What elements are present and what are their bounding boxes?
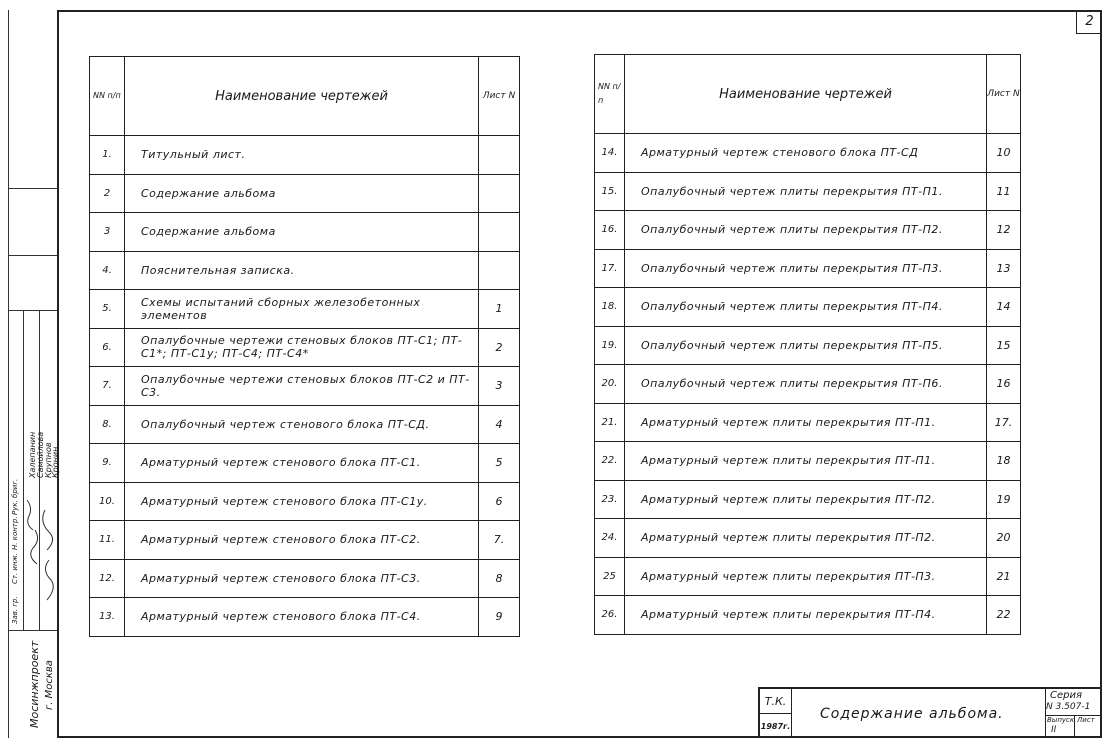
row-sheet-number: 10 xyxy=(987,134,1021,173)
side-role-3: Н. контр. xyxy=(11,516,19,550)
row-drawing-name: Пояснительная записка. xyxy=(125,251,479,290)
row-sheet-number: 13 xyxy=(987,249,1021,288)
row-sheet-number: 9 xyxy=(479,598,520,637)
row-number: 25 xyxy=(595,557,625,596)
table-row xyxy=(90,405,520,444)
row-number: 5. xyxy=(90,290,125,329)
row-drawing-name: Опалубочный чертеж стенового блока ПТ-СД. xyxy=(125,405,479,444)
left-contents-table xyxy=(89,56,520,637)
row-sheet-number: 15 xyxy=(987,326,1021,365)
row-number: 11. xyxy=(90,521,125,560)
table-row xyxy=(595,288,1021,327)
side-name-3: Крупнов xyxy=(44,442,53,478)
side-org: Мосинжпроект xyxy=(28,640,41,728)
signature-marks xyxy=(23,490,57,630)
row-sheet-number: 22 xyxy=(987,596,1021,635)
table-row xyxy=(90,559,520,598)
title-block-sheet-label: Лист xyxy=(1077,716,1095,724)
side-name-2: Самойлова xyxy=(36,431,45,478)
row-sheet-number: 11 xyxy=(987,172,1021,211)
table-row xyxy=(90,444,520,483)
row-drawing-name: Содержание альбома xyxy=(125,174,479,213)
row-sheet-number: 6 xyxy=(479,482,520,521)
row-sheet-number xyxy=(479,136,520,175)
row-number: 9. xyxy=(90,444,125,483)
header-name: Наименование чертежей xyxy=(625,55,987,134)
table-row xyxy=(595,172,1021,211)
row-drawing-name: Содержание альбома xyxy=(125,213,479,252)
row-drawing-name: Арматурный чертеж стенового блока ПТ-С1. xyxy=(125,444,479,483)
side-approval-block xyxy=(8,10,60,738)
table-row xyxy=(90,598,520,637)
row-drawing-name: Титульный лист. xyxy=(125,136,479,175)
side-role-1: Зав. гр. xyxy=(11,596,19,624)
title-block-series-label: Серия xyxy=(1050,690,1082,701)
row-number: 1. xyxy=(90,136,125,175)
row-number: 24. xyxy=(595,519,625,558)
row-sheet-number: 18 xyxy=(987,442,1021,481)
table-row xyxy=(595,211,1021,250)
table-row xyxy=(595,134,1021,173)
row-sheet-number: 5 xyxy=(479,444,520,483)
title-block-series: N 3.507-1 xyxy=(1046,702,1091,712)
row-number: 19. xyxy=(595,326,625,365)
row-drawing-name: Схемы испытаний сборных железобетонных элементов xyxy=(125,290,479,329)
table-row xyxy=(90,328,520,367)
row-number: 6. xyxy=(90,328,125,367)
row-number: 2 xyxy=(90,174,125,213)
header-sheet: Лист N xyxy=(479,57,520,136)
table-row xyxy=(90,174,520,213)
row-drawing-name: Опалубочный чертеж плиты перекрытия ПТ-П1. xyxy=(625,172,987,211)
row-sheet-number: 1 xyxy=(479,290,520,329)
row-number: 16. xyxy=(595,211,625,250)
table-row xyxy=(595,442,1021,481)
side-role-2: Ст. инж. xyxy=(11,552,19,584)
row-sheet-number: 4 xyxy=(479,405,520,444)
table-row xyxy=(595,557,1021,596)
table-row xyxy=(90,290,520,329)
row-drawing-name: Опалубочный чертеж плиты перекрытия ПТ-П5. xyxy=(625,326,987,365)
side-name-1: Халепанин xyxy=(28,431,37,478)
row-drawing-name: Опалубочные чертежи стеновых блоков ПТ-С2 и ПТ-С3. xyxy=(125,367,479,406)
side-role-4: Рук. бриг. xyxy=(11,478,19,515)
row-drawing-name: Арматурный чертеж плиты перекрытия ПТ-П4. xyxy=(625,596,987,635)
row-number: 23. xyxy=(595,480,625,519)
row-drawing-name: Опалубочный чертеж плиты перекрытия ПТ-П4. xyxy=(625,288,987,327)
row-sheet-number xyxy=(479,251,520,290)
table-row xyxy=(595,519,1021,558)
row-drawing-name: Опалубочный чертеж плиты перекрытия ПТ-П3. xyxy=(625,249,987,288)
row-drawing-name: Опалубочный чертеж плиты перекрытия ПТ-П2. xyxy=(625,211,987,250)
side-name-4: Кронин xyxy=(51,446,60,478)
header-name: Наименование чертежей xyxy=(125,57,479,136)
title-block-title: Содержание альбома. xyxy=(792,689,1046,738)
title-block xyxy=(758,687,1102,738)
row-sheet-number: 19 xyxy=(987,480,1021,519)
row-number: 4. xyxy=(90,251,125,290)
row-number: 15. xyxy=(595,172,625,211)
title-block-issue-label: Выпуск xyxy=(1047,716,1075,724)
row-number: 22. xyxy=(595,442,625,481)
table-row xyxy=(595,249,1021,288)
right-table-header xyxy=(595,55,1021,134)
row-number: 20. xyxy=(595,365,625,404)
row-sheet-number: 12 xyxy=(987,211,1021,250)
table-row xyxy=(90,482,520,521)
row-number: 26. xyxy=(595,596,625,635)
row-drawing-name: Арматурный чертеж плиты перекрытия ПТ-П2. xyxy=(625,519,987,558)
row-drawing-name: Арматурный чертеж стенового блока ПТ-СД xyxy=(625,134,987,173)
table-row xyxy=(90,521,520,560)
page-number: 2 xyxy=(1076,10,1102,34)
row-sheet-number: 8 xyxy=(479,559,520,598)
side-city: г. Москва xyxy=(44,660,55,710)
title-block-tk: Т.К. xyxy=(760,689,792,714)
header-num: NN п/п xyxy=(90,57,125,136)
right-contents-table xyxy=(594,54,1021,635)
table-row xyxy=(90,136,520,175)
row-sheet-number: 7. xyxy=(479,521,520,560)
row-drawing-name: Арматурный чертеж плиты перекрытия ПТ-П1. xyxy=(625,442,987,481)
row-drawing-name: Арматурный чертеж стенового блока ПТ-С1у. xyxy=(125,482,479,521)
table-row xyxy=(595,480,1021,519)
header-num: NN п/п xyxy=(595,55,625,134)
table-row xyxy=(90,367,520,406)
row-drawing-name: Арматурный чертеж плиты перекрытия ПТ-П3. xyxy=(625,557,987,596)
row-number: 3 xyxy=(90,213,125,252)
row-drawing-name: Опалубочные чертежи стеновых блоков ПТ-С1; ПТ-С1*; ПТ-С1у; ПТ-С4; ПТ-С4* xyxy=(125,328,479,367)
row-number: 12. xyxy=(90,559,125,598)
row-number: 14. xyxy=(595,134,625,173)
row-drawing-name: Арматурный чертеж стенового блока ПТ-С2. xyxy=(125,521,479,560)
row-sheet-number: 2 xyxy=(479,328,520,367)
row-drawing-name: Арматурный чертеж плиты перекрытия ПТ-П1. xyxy=(625,403,987,442)
row-sheet-number xyxy=(479,213,520,252)
row-sheet-number: 20 xyxy=(987,519,1021,558)
table-row xyxy=(90,251,520,290)
row-drawing-name: Арматурный чертеж стенового блока ПТ-С4. xyxy=(125,598,479,637)
table-row xyxy=(595,326,1021,365)
row-sheet-number: 14 xyxy=(987,288,1021,327)
title-block-year: 1987г. xyxy=(760,714,792,738)
header-sheet: Лист N xyxy=(987,55,1021,134)
row-number: 18. xyxy=(595,288,625,327)
row-number: 17. xyxy=(595,249,625,288)
row-sheet-number: 3 xyxy=(479,367,520,406)
table-row xyxy=(595,403,1021,442)
row-number: 7. xyxy=(90,367,125,406)
row-number: 13. xyxy=(90,598,125,637)
row-drawing-name: Арматурный чертеж стенового блока ПТ-С3. xyxy=(125,559,479,598)
row-sheet-number: 21 xyxy=(987,557,1021,596)
table-row xyxy=(90,213,520,252)
row-sheet-number: 17. xyxy=(987,403,1021,442)
row-drawing-name: Арматурный чертеж плиты перекрытия ПТ-П2. xyxy=(625,480,987,519)
row-drawing-name: Опалубочный чертеж плиты перекрытия ПТ-П6. xyxy=(625,365,987,404)
row-sheet-number xyxy=(479,174,520,213)
table-row xyxy=(595,596,1021,635)
left-table-header xyxy=(90,57,520,136)
row-sheet-number: 16 xyxy=(987,365,1021,404)
row-number: 8. xyxy=(90,405,125,444)
title-block-issue: II xyxy=(1051,725,1057,735)
table-row xyxy=(595,365,1021,404)
row-number: 21. xyxy=(595,403,625,442)
row-number: 10. xyxy=(90,482,125,521)
